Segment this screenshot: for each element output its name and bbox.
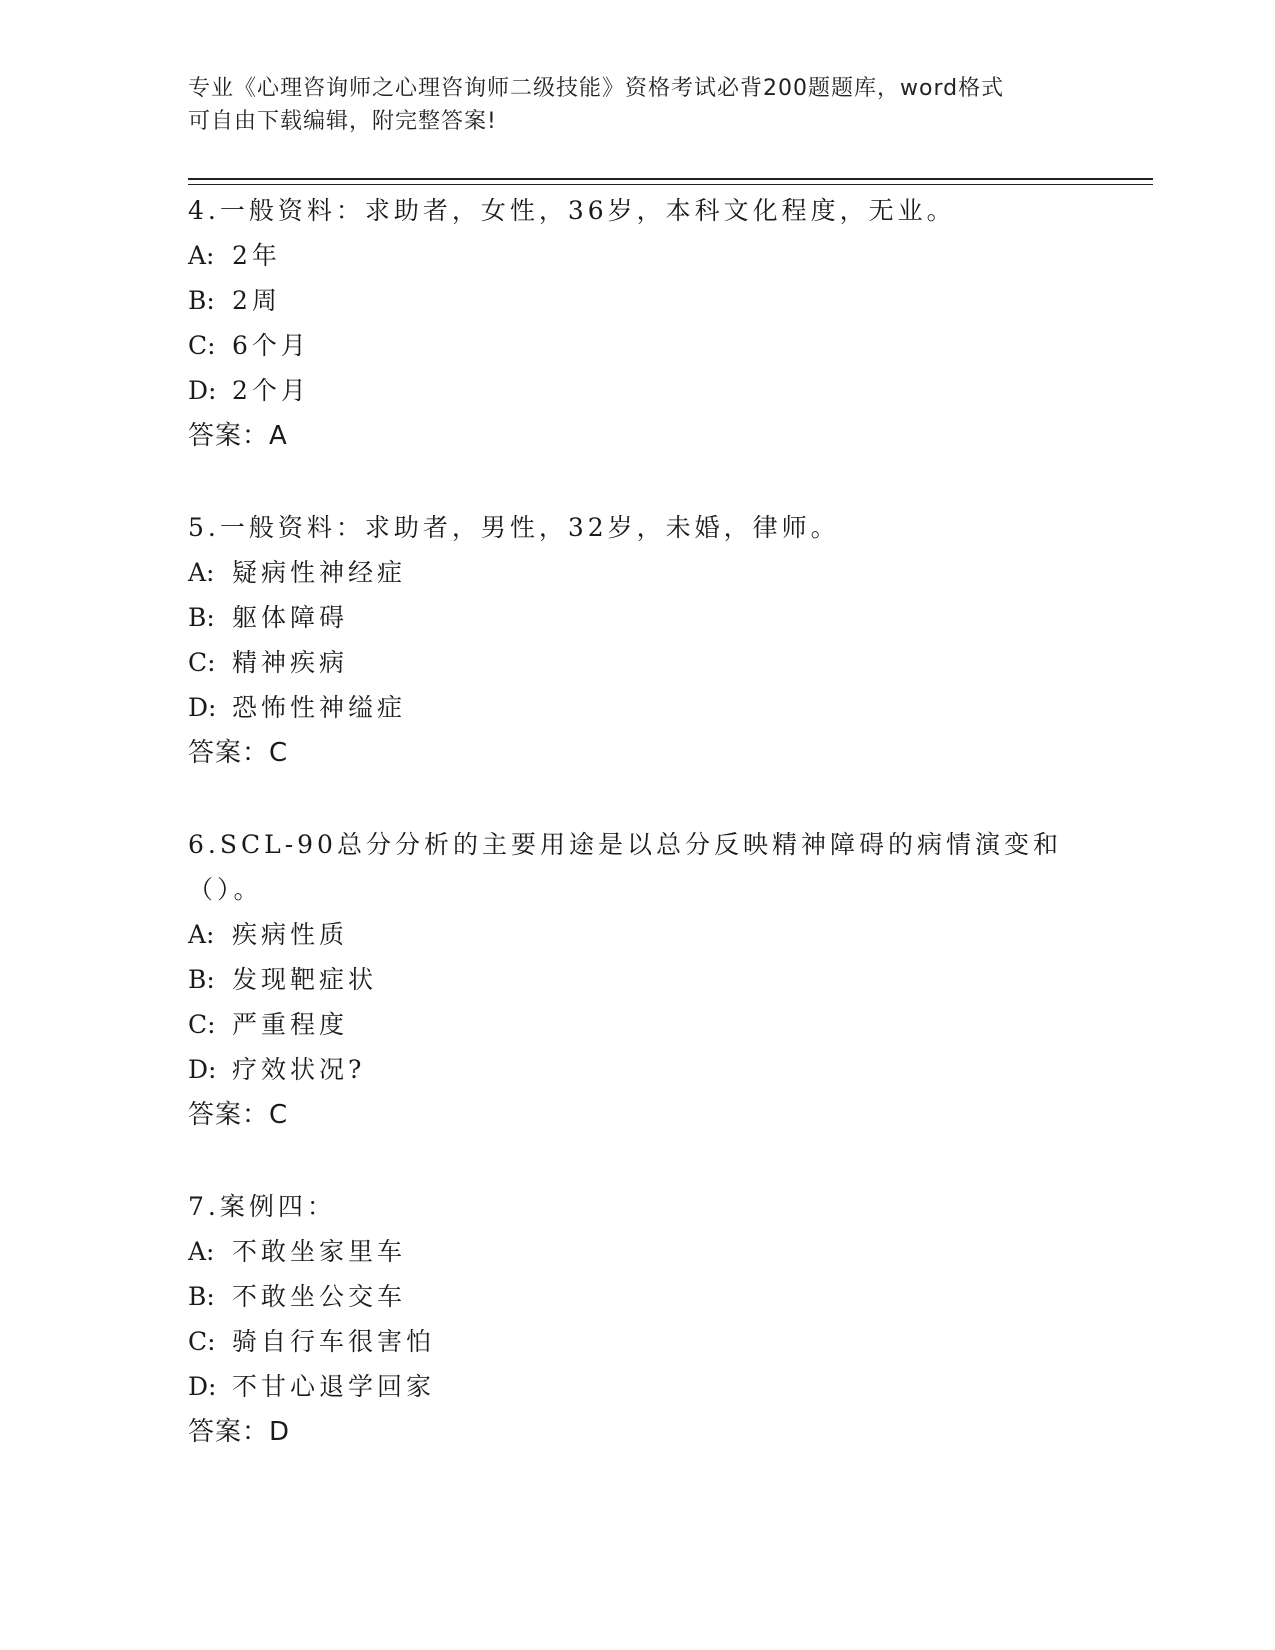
question-stem: 4.一般资料：求助者，女性，36岁，本科文化程度，无业。 xyxy=(188,196,956,225)
option-d xyxy=(188,1047,1088,1092)
option-a xyxy=(188,1229,1088,1274)
option-key: D: xyxy=(188,1055,217,1084)
option-text: 2年 xyxy=(232,241,281,270)
option-text: 疾病性质 xyxy=(232,920,349,949)
option-text: 发现靶症状 xyxy=(232,965,378,994)
option-b xyxy=(188,595,1088,640)
option-a xyxy=(188,912,1088,957)
header-line-2: 可自由下载编辑，附完整答案! xyxy=(188,109,497,134)
question-item xyxy=(188,822,1088,1139)
option-text: 恐怖性神缢症 xyxy=(232,693,407,722)
option-c xyxy=(188,640,1088,685)
option-text: 不甘心退学回家 xyxy=(232,1372,436,1401)
option-key: A: xyxy=(188,920,215,949)
answer-text: 答案：A xyxy=(188,421,288,451)
option-text: 6个月 xyxy=(232,331,310,360)
option-key: A: xyxy=(188,1237,215,1266)
option-d xyxy=(188,1364,1088,1409)
option-key: D: xyxy=(188,1372,217,1401)
option-key: A: xyxy=(188,241,215,270)
option-text: 不敢坐公交车 xyxy=(232,1282,407,1311)
option-b xyxy=(188,957,1088,1002)
question-list xyxy=(188,188,1088,1501)
option-key: D: xyxy=(188,376,217,405)
answer-text: 答案：D xyxy=(188,1417,291,1447)
option-d xyxy=(188,368,1088,413)
option-a xyxy=(188,550,1088,595)
option-key: C: xyxy=(188,1327,216,1356)
option-d xyxy=(188,685,1088,730)
option-b xyxy=(188,1274,1088,1319)
question-stem: 5.一般资料：求助者，男性，32岁，未婚，律师。 xyxy=(188,513,840,542)
option-a xyxy=(188,233,1088,278)
answer-text: 答案：C xyxy=(188,1100,289,1130)
option-text: 2个月 xyxy=(232,376,310,405)
option-key: C: xyxy=(188,331,216,360)
header-divider-thin xyxy=(188,184,1153,185)
option-key: D: xyxy=(188,693,217,722)
option-b xyxy=(188,278,1088,323)
option-text: 骑自行车很害怕 xyxy=(232,1327,436,1356)
option-c xyxy=(188,1319,1088,1364)
option-key: B: xyxy=(188,286,215,315)
option-text: 躯体障碍 xyxy=(232,603,349,632)
option-text: 2周 xyxy=(232,286,281,315)
option-text: 不敢坐家里车 xyxy=(232,1237,407,1266)
option-key: B: xyxy=(188,1282,215,1311)
option-key: C: xyxy=(188,648,216,677)
option-text: 精神疾病 xyxy=(232,648,349,677)
question-item xyxy=(188,1184,1088,1456)
option-c xyxy=(188,1002,1088,1047)
question-stem: 7.案例四： xyxy=(188,1192,336,1221)
option-text: 疗效状况? xyxy=(232,1055,366,1084)
header-line-1: 专业《心理咨询师之心理咨询师二级技能》资格考试必背200题题库，word格式 xyxy=(188,76,1005,101)
question-item xyxy=(188,505,1088,777)
option-c xyxy=(188,323,1088,368)
option-key: B: xyxy=(188,603,215,632)
option-text: 疑病性神经症 xyxy=(232,558,407,587)
question-item xyxy=(188,188,1088,460)
document-header xyxy=(188,72,1068,138)
option-key: C: xyxy=(188,1010,216,1039)
option-key: B: xyxy=(188,965,215,994)
header-divider-thick xyxy=(188,178,1153,180)
option-text: 严重程度 xyxy=(232,1010,349,1039)
answer-text: 答案：C xyxy=(188,738,289,768)
question-stem: 6.SCL-90总分分析的主要用途是以总分反映精神障碍的病情演变和（）。 xyxy=(188,830,1062,904)
option-key: A: xyxy=(188,558,215,587)
